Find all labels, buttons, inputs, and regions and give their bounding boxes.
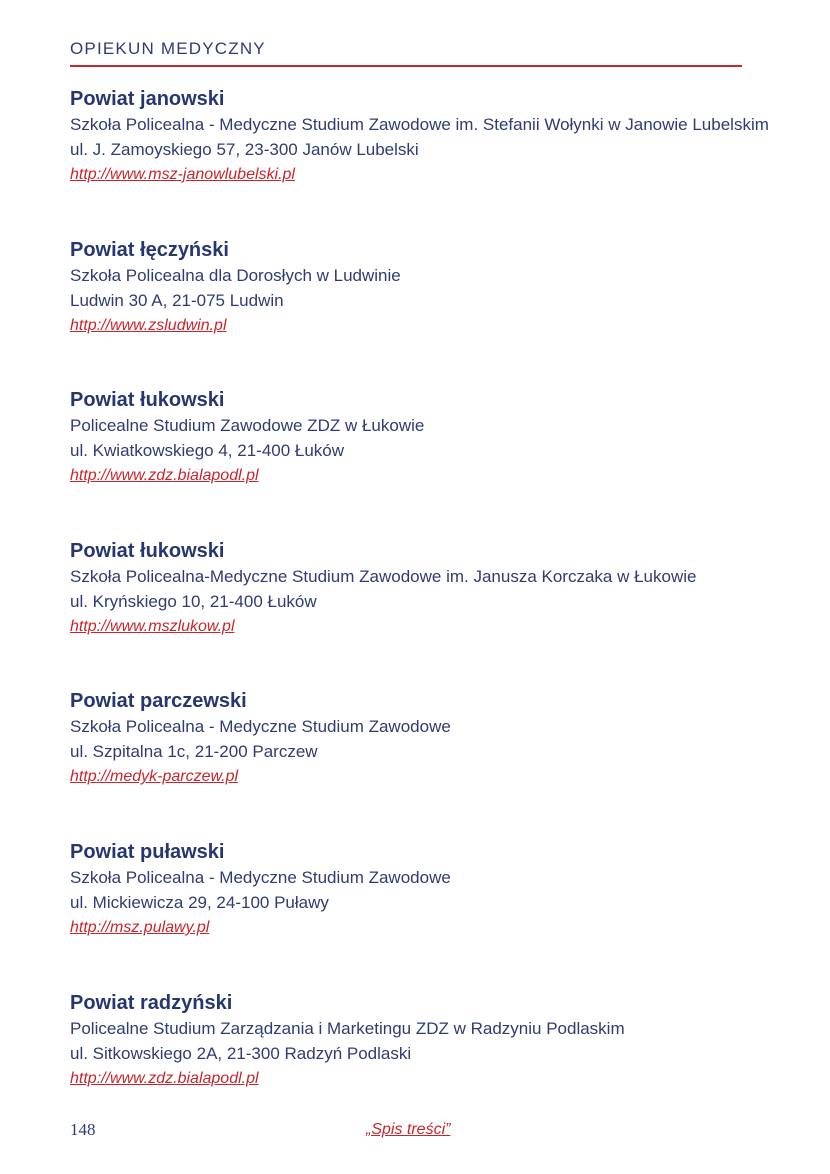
- school-entry: [70, 86, 770, 237]
- school-website-link[interactable]: http://msz.pulawy.pl: [70, 918, 210, 936]
- school-entry: [70, 688, 770, 839]
- school-name: Szkoła Policealna - Medyczne Studium Zawodowe im. Stefanii Wołynki w Janowie Lubelskim: [70, 115, 769, 134]
- page-number: 148: [70, 1120, 96, 1139]
- school-entry: [70, 990, 770, 1141]
- section-title: OPIEKUN MEDYCZNY: [70, 39, 266, 58]
- school-name: Policealne Studium Zawodowe ZDZ w Łukowie: [70, 416, 425, 436]
- school-address: ul. Mickiewicza 29, 24-100 Puławy: [70, 892, 329, 912]
- school-entry: [70, 387, 770, 538]
- school-website-link[interactable]: http://www.zdz.bialapodl.pl: [70, 1069, 259, 1087]
- school-website-link[interactable]: http://www.zdz.bialapodl.pl: [70, 467, 259, 485]
- page-footer: [0, 1119, 830, 1143]
- school-name: Policealne Studium Zarządzania i Marketingu ZDZ w Radzyniu Podlaskim: [70, 1018, 625, 1038]
- school-address: Ludwin 30 A, 21-075 Ludwin: [70, 290, 284, 310]
- school-address: ul. Kwiatkowskiego 4, 21-400 Łuków: [70, 441, 345, 461]
- school-entry: [70, 237, 770, 388]
- school-name: Szkoła Policealna-Medyczne Studium Zawodowe im. Janusza Korczaka w Łukowie: [70, 566, 697, 586]
- school-website-link[interactable]: http://medyk-parczew.pl: [70, 768, 239, 786]
- school-list: [70, 86, 770, 1140]
- school-name: Szkoła Policealna - Medyczne Studium Zawodowe: [70, 717, 451, 737]
- county-heading: Powiat janowski: [70, 88, 225, 110]
- county-heading: Powiat łukowski: [70, 389, 225, 412]
- school-name: Szkoła Policealna - Medyczne Studium Zawodowe: [70, 867, 451, 887]
- school-address: ul. Kryńskiego 10, 21-400 Łuków: [70, 591, 317, 611]
- school-website-link[interactable]: http://www.msz-janowlubelski.pl: [70, 166, 295, 183]
- county-heading: Powiat łęczyński: [70, 238, 229, 261]
- school-website-link[interactable]: http://www.mszlukow.pl: [70, 617, 235, 635]
- county-heading: Powiat radzyński: [70, 991, 233, 1014]
- school-entry: [70, 538, 770, 689]
- county-heading: Powiat parczewski: [70, 690, 247, 713]
- county-heading: Powiat puławski: [70, 840, 225, 863]
- school-address: ul. J. Zamoyskiego 57, 23-300 Janów Lubelski: [70, 140, 419, 159]
- table-of-contents-link[interactable]: „Spis treści”: [366, 1121, 451, 1138]
- page-header: [70, 38, 742, 67]
- school-website-link[interactable]: http://www.zsludwin.pl: [70, 316, 227, 334]
- school-entry: [70, 839, 770, 990]
- school-name: Szkoła Policealna dla Dorosłych w Ludwinie: [70, 265, 401, 285]
- county-heading: Powiat łukowski: [70, 539, 225, 562]
- school-address: ul. Szpitalna 1c, 21-200 Parczew: [70, 742, 318, 762]
- school-address: ul. Sitkowskiego 2A, 21-300 Radzyń Podlaski: [70, 1043, 412, 1063]
- header-divider: [70, 65, 742, 67]
